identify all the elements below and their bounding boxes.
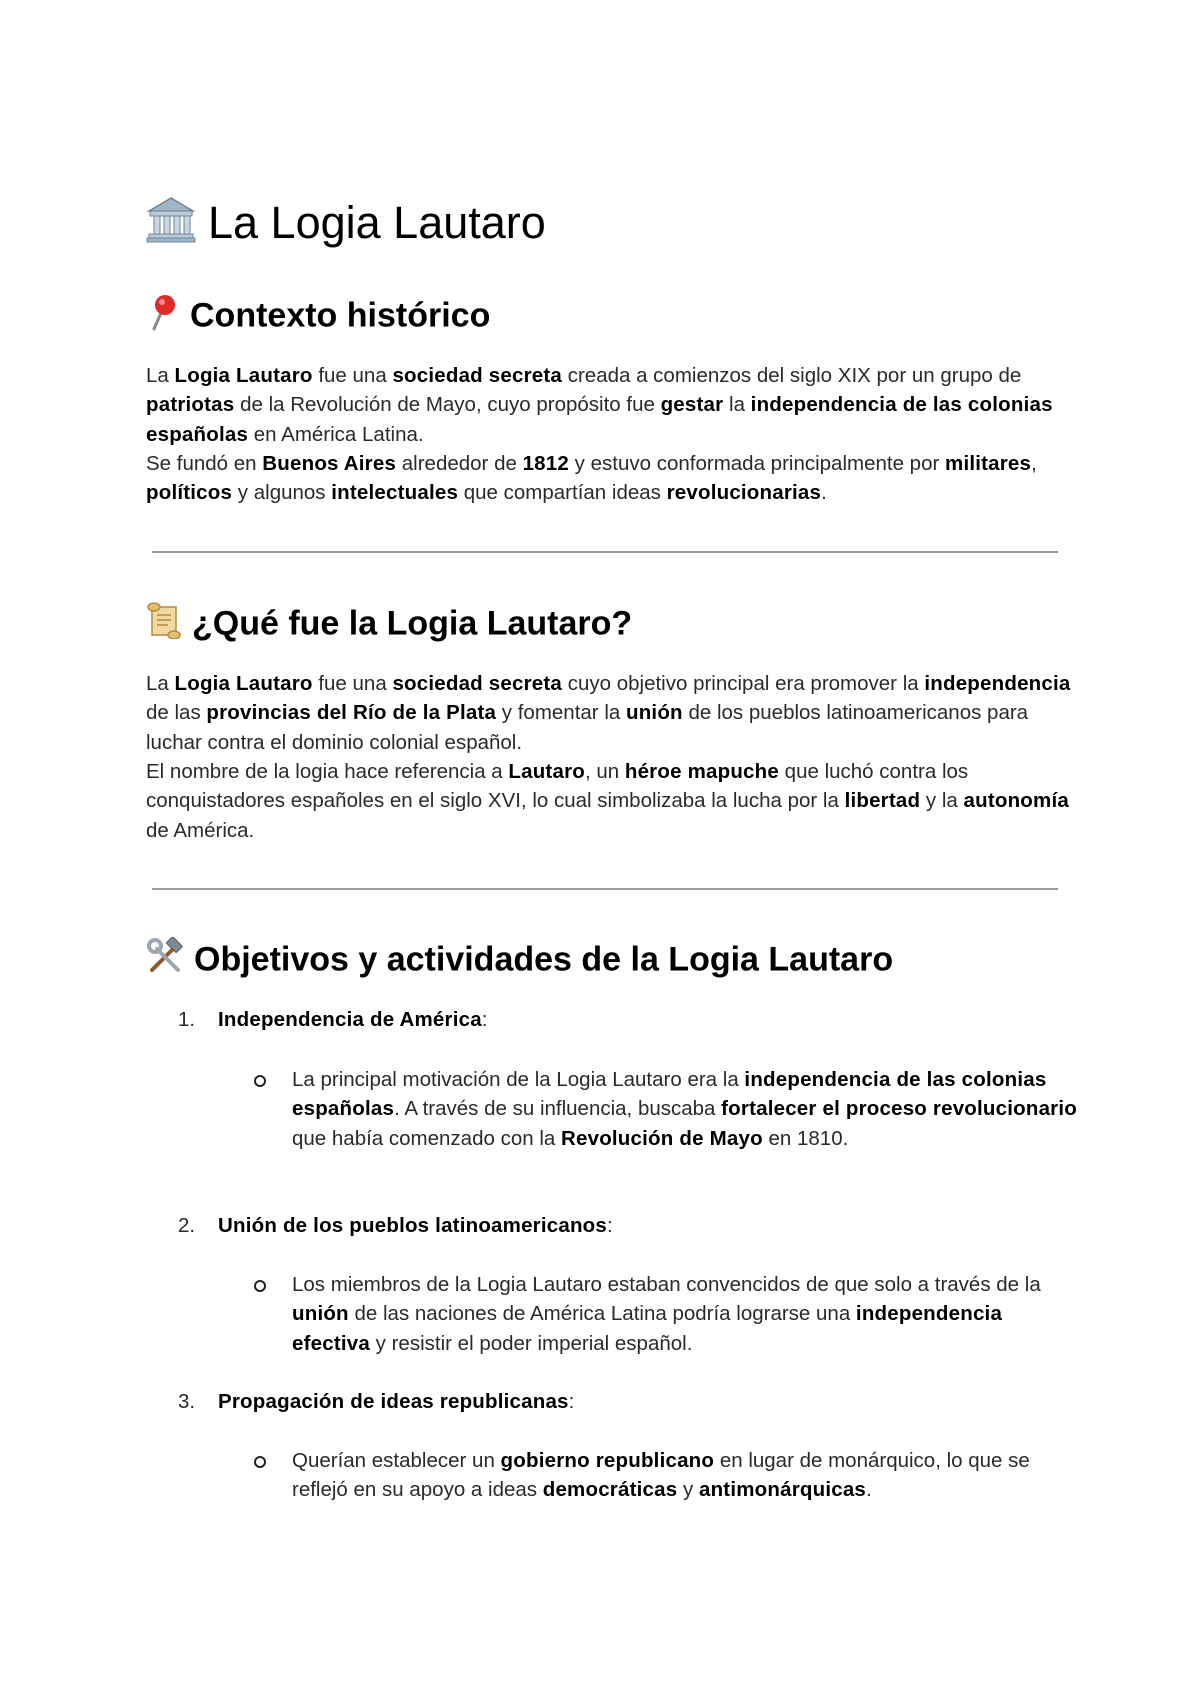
bold-phrase: autonomía: [963, 789, 1069, 813]
list-item-suffix: :: [481, 1008, 488, 1031]
section-heading-que-fue: [146, 601, 632, 650]
list-item-heading: [178, 1005, 488, 1034]
bold-phrase: Logia Lautaro: [174, 672, 313, 695]
section-heading-text: Objetivos y actividades de la Logia Lautaro: [194, 940, 894, 979]
bullet-text: Querían establecer un gobierno republicano en lugar de monárquico, lo que se reflejó en su apoyo a ideas democráticas y antimonárquicas.: [292, 1449, 1030, 1502]
bold-phrase: militares: [945, 452, 1032, 475]
bold-phrase: Buenos Aires: [262, 452, 397, 475]
list-number: 2.: [178, 1214, 196, 1237]
bold-phrase: democráticas: [542, 1478, 678, 1502]
paragraph: Se fundó en Buenos Aires alrededor de 1812 y estuvo conformada principalmente por militares, políticos y algunos intelectuales que compartían ideas revolucionarias.: [146, 452, 1037, 505]
bold-phrase: gobierno republicano: [500, 1449, 715, 1472]
bold-phrase: unión: [625, 701, 683, 725]
bold-phrase: independencia de las colonias españolas: [146, 393, 1053, 446]
bold-phrase: sociedad secreta: [392, 364, 563, 387]
section-heading-text: Contexto histórico: [190, 296, 491, 335]
list-item-heading: [178, 1211, 613, 1240]
list-bullet: [254, 1065, 1084, 1153]
bold-phrase: Lautaro: [508, 760, 585, 783]
bold-phrase: patriotas: [146, 393, 235, 417]
bold-phrase: héroe mapuche: [624, 760, 779, 783]
hollow-bullet-icon: [254, 1075, 266, 1087]
round-pushpin-icon: [146, 293, 180, 342]
list-bullet: [254, 1446, 1084, 1505]
scroll-icon: [146, 601, 182, 650]
hammer-and-wrench-icon: [146, 937, 184, 986]
section-heading-contexto: [146, 293, 490, 342]
horizontal-divider: [152, 551, 1058, 553]
bold-phrase: 1812: [522, 452, 569, 475]
list-item-heading: [178, 1387, 574, 1416]
hollow-bullet-icon: [254, 1456, 266, 1468]
document-title: [146, 193, 546, 259]
bold-phrase: gestar: [660, 393, 724, 417]
list-bullet: [254, 1270, 1084, 1358]
bold-phrase: sociedad secreta: [392, 672, 563, 695]
bold-phrase: fortalecer el proceso revolucionario: [721, 1097, 1077, 1121]
bold-phrase: independencia efectiva: [292, 1302, 1003, 1355]
bold-phrase: políticos: [146, 481, 233, 505]
list-item-suffix: :: [607, 1214, 613, 1237]
bold-phrase: independencia: [924, 672, 1071, 695]
paragraph: El nombre de la logia hace referencia a Lautaro, un héroe mapuche que luchó contra los conquistadores españoles en el siglo XVI, lo cual simbolizaba la lucha por la libertad y la autonomía de América.: [146, 760, 1069, 842]
bold-phrase: Logia Lautaro: [174, 364, 313, 387]
bold-phrase: Revolución de Mayo: [560, 1126, 763, 1150]
list-number: 3.: [178, 1390, 196, 1413]
horizontal-divider: [152, 888, 1058, 890]
bold-phrase: antimonárquicas: [698, 1478, 867, 1502]
bullet-text: La principal motivación de la Logia Lautaro era la independencia de las colonias españolas. A través de su influencia, buscaba fortalecer el proceso revolucionario que había comenzado con la Revolución de Mayo en 1810.: [292, 1068, 1077, 1150]
bold-phrase: libertad: [844, 789, 921, 813]
paragraph: La Logia Lautaro fue una sociedad secreta cuyo objetivo principal era promover la independencia de las provincias del Río de la Plata y fomentar la unión de los pueblos latinoamericanos para luchar contra el dominio colonial español.: [146, 672, 1071, 754]
classical-building-icon: [146, 194, 196, 259]
bold-phrase: intelectuales: [331, 481, 459, 505]
bold-phrase: unión: [292, 1302, 349, 1326]
bold-phrase: provincias del Río de la Plata: [206, 701, 497, 725]
section-heading-objetivos: [146, 937, 893, 986]
hollow-bullet-icon: [254, 1280, 266, 1292]
section-heading-text: ¿Qué fue la Logia Lautaro?: [192, 604, 633, 643]
paragraph: La Logia Lautaro fue una sociedad secreta creada a comienzos del siglo XIX por un grupo de patriotas de la Revolución de Mayo, cuyo propósito fue gestar la independencia de las colonias españolas en América Latina.: [146, 364, 1053, 446]
bold-phrase: independencia de las colonias españolas: [292, 1068, 1047, 1121]
title-text: La Logia Lautaro: [208, 197, 546, 248]
bold-phrase: revolucionarias: [666, 481, 822, 505]
list-item-title: Unión de los pueblos latinoamericanos: [218, 1214, 607, 1237]
list-item-title: Propagación de ideas republicanas: [218, 1390, 569, 1413]
list-item-title: Independencia de América: [218, 1008, 482, 1031]
list-number: 1.: [178, 1008, 196, 1031]
list-item-suffix: :: [568, 1390, 575, 1413]
bullet-text: Los miembros de la Logia Lautaro estaban convencidos de que solo a través de la unión de las naciones de América Latina podría lograrse una independencia efectiva y resistir el poder imperial español.: [292, 1273, 1041, 1355]
